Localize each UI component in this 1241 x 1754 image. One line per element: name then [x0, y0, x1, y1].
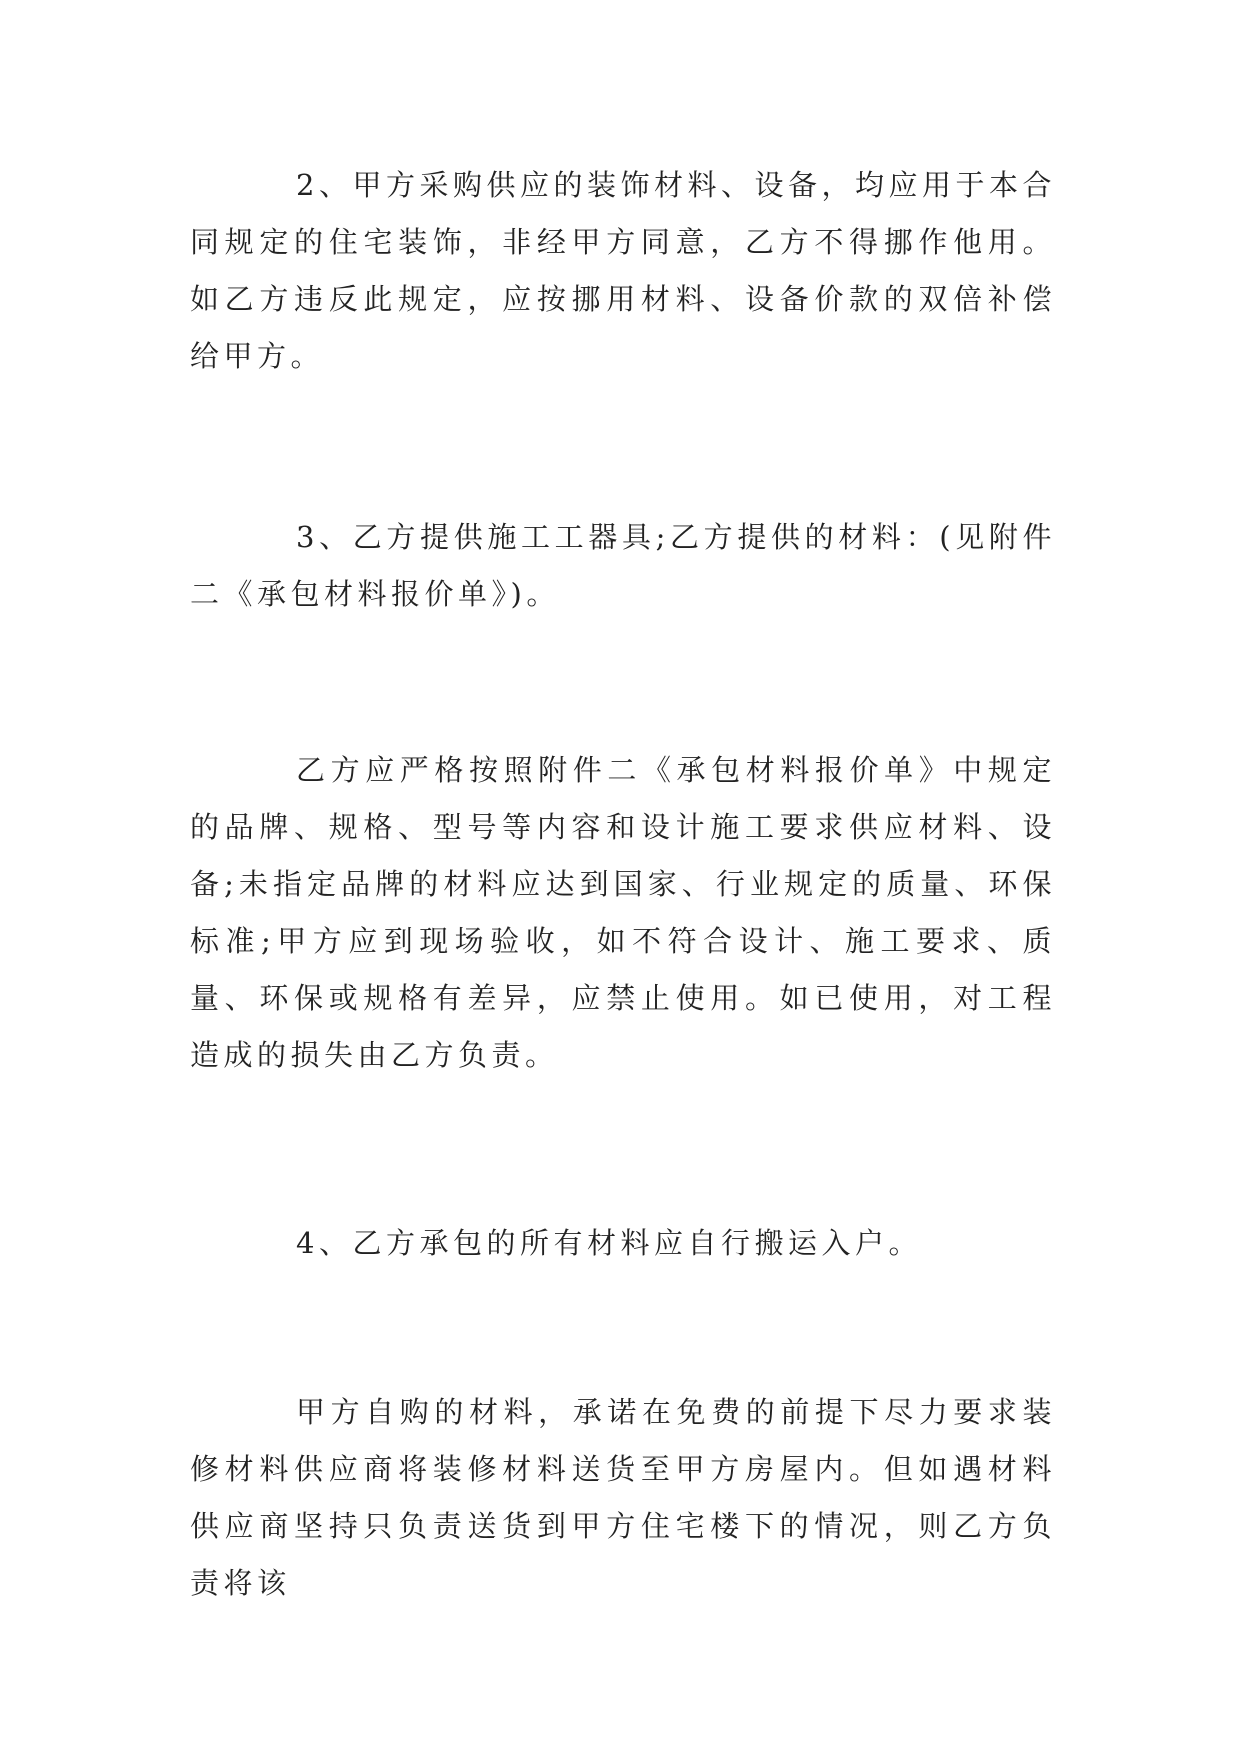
paragraph-clause-3: 3、乙方提供施工工器具;乙方提供的材料：(见附件二《承包材料报价单》)。 — [190, 520, 1056, 611]
paragraph-clause-2: 2、甲方采购供应的装饰材料、设备，均应用于本合同规定的住宅装饰，非经甲方同意，乙方不得挪作他用。如乙方违反此规定，应按挪用材料、设备价款的双倍补偿给甲方。 — [190, 168, 1056, 373]
paragraph-material-requirements: 乙方应严格按照附件二《承包材料报价单》中规定的品牌、规格、型号等内容和设计施工要求供应材料、设备;未指定品牌的材料应达到国家、行业规定的质量、环保标准;甲方应到现场验收，如不符合设计、施工要求、质量、环保或规格有差异，应禁止使用。如已使用，对工程造成的损失由乙方负责。 — [190, 753, 1056, 1072]
paragraph-self-purchased-materials: 甲方自购的材料，承诺在免费的前提下尽力要求装修材料供应商将装修材料送货至甲方房屋内。但如遇材料供应商坚持只负责送货到甲方住宅楼下的情况，则乙方负责将该 — [190, 1395, 1056, 1600]
paragraph-clause-4: 4、乙方承包的所有材料应自行搬运入户。 — [296, 1226, 922, 1260]
